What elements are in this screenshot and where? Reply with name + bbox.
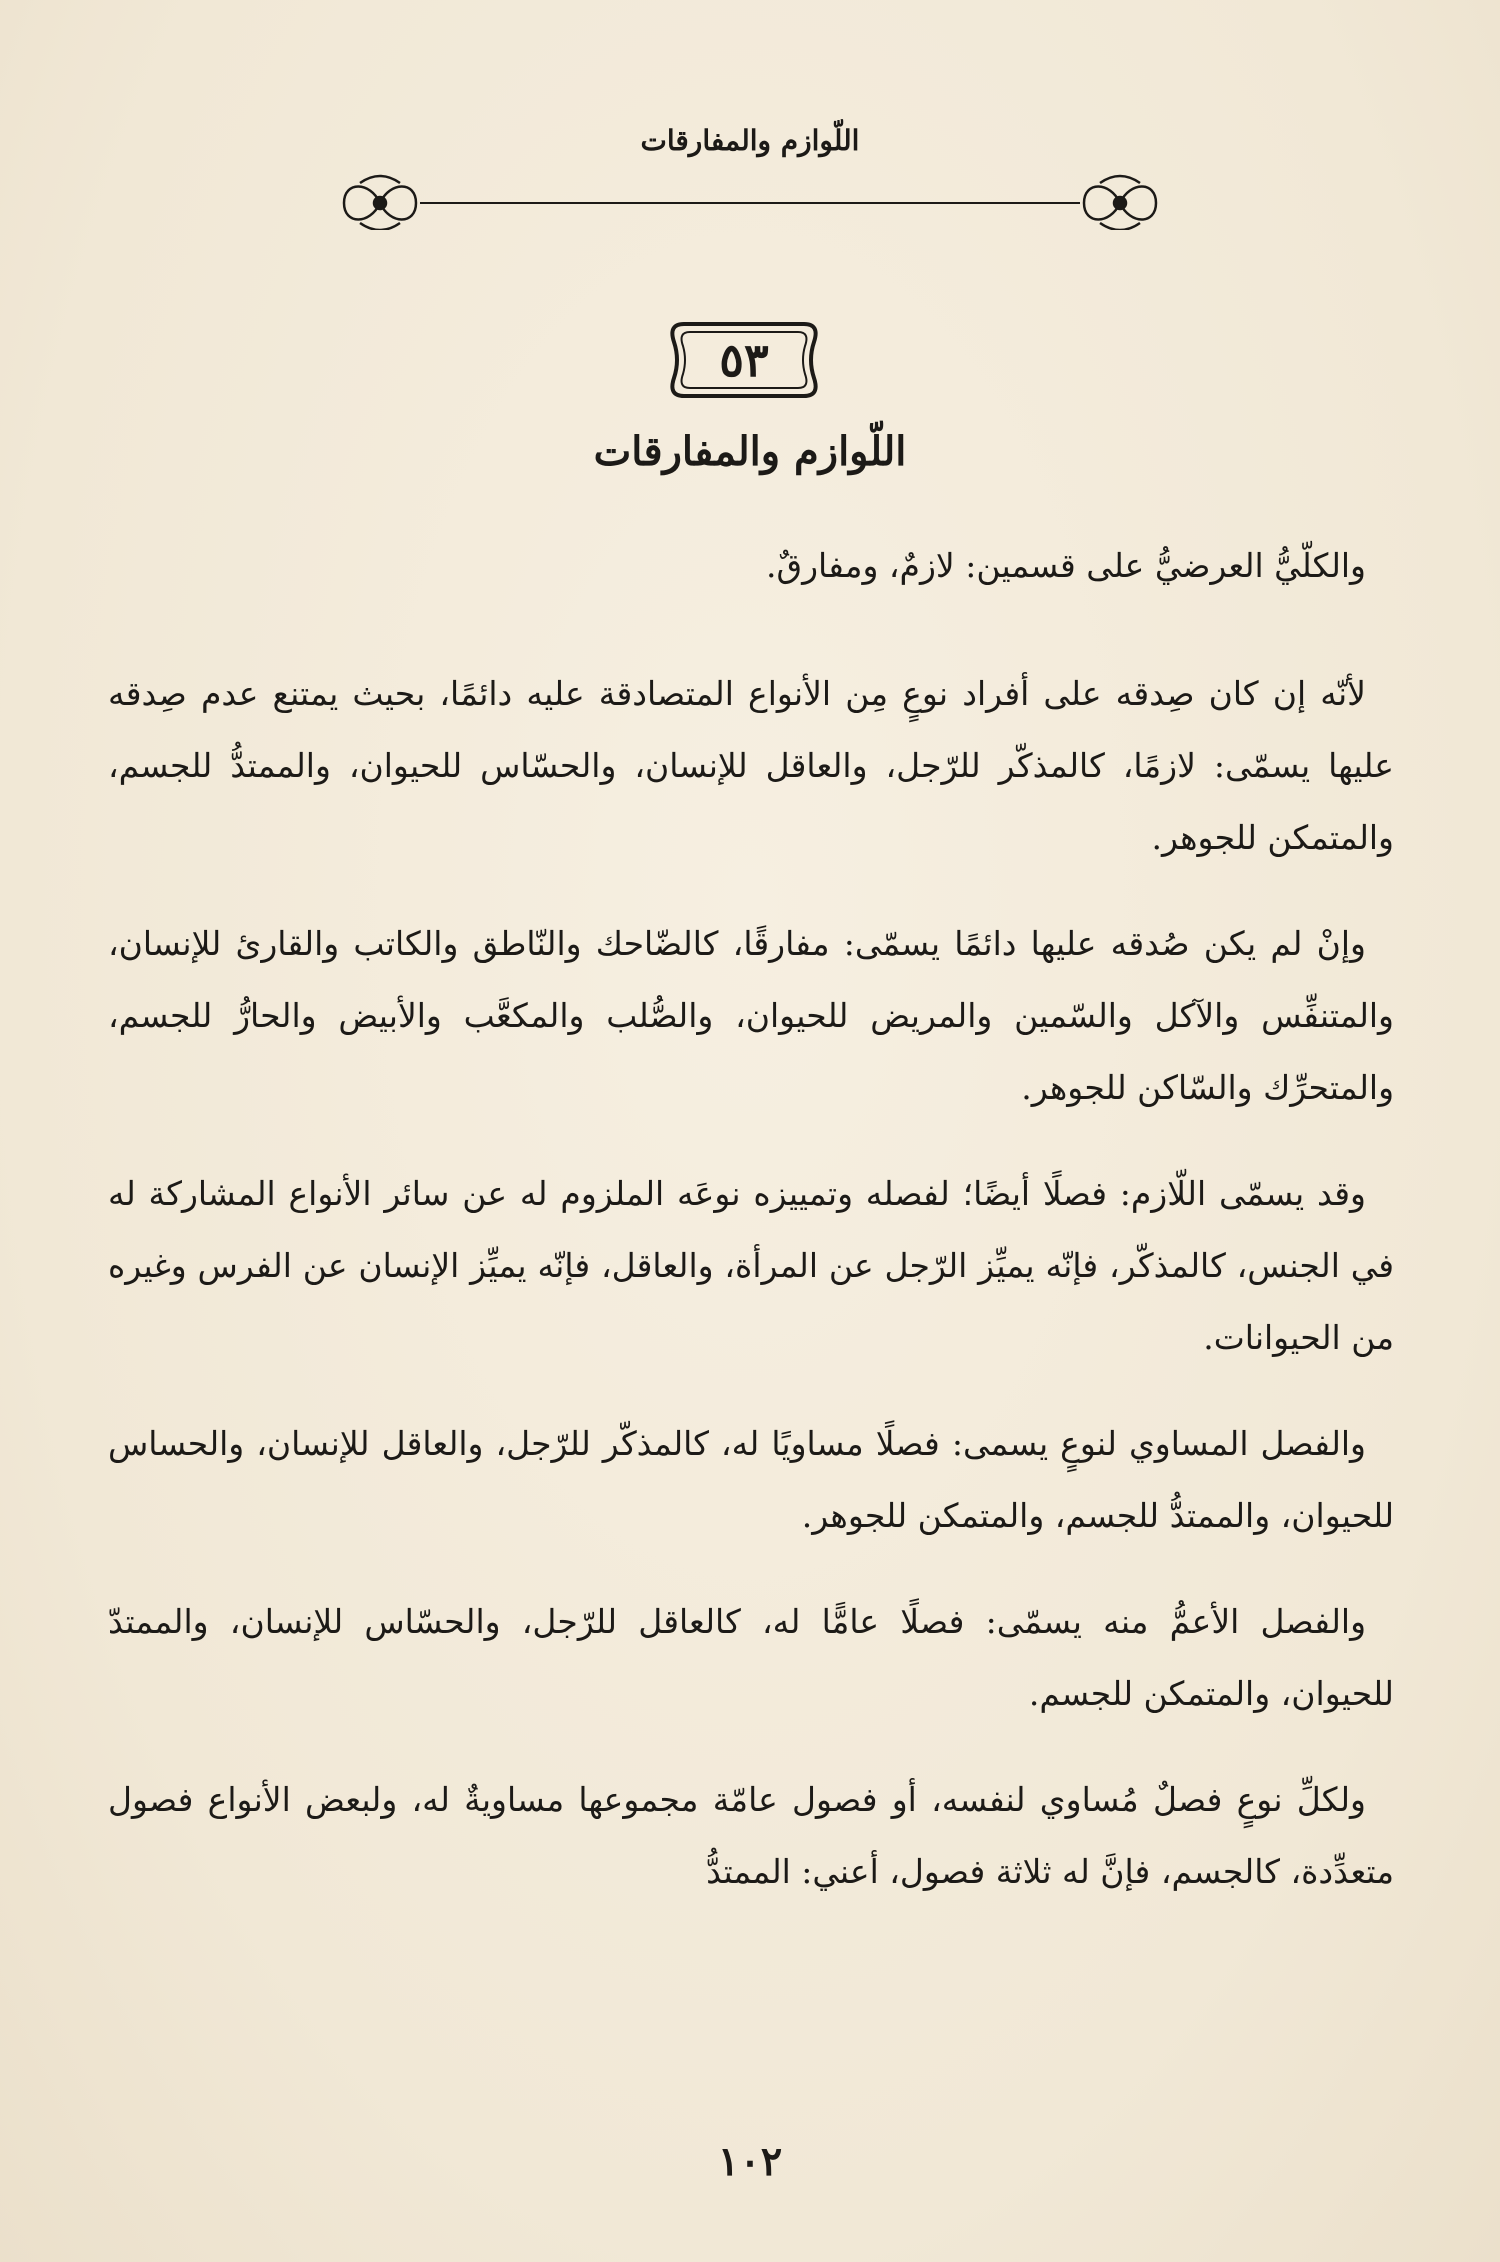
body-text: [108, 530, 1394, 1942]
paragraph: والكلّيُّ العرضيُّ على قسمين: لازمٌ، ومفارقٌ.: [766, 546, 1366, 585]
header-ornament-rule: [340, 150, 1160, 230]
paragraph: والفصل الأعمُّ منه يسمّى: فصلًا عامًّا له، كالعاقل للرّجل، والحسّاس للإنسان، والممتدّ للحيوان، والمتمكن للجسم.: [108, 1602, 1394, 1713]
running-header: اللّوازم والمفارقات: [640, 124, 860, 157]
right-ornament-icon: [1084, 176, 1156, 230]
paragraph: لأنّه إن كان صِدقه على أفراد نوعٍ مِن الأنواع المتصادقة عليه دائمًا، بحيث يمتنع عدم صِدقه عليها يسمّى: لازمًا، كالمذكّر للرّجل، والعاقل للإنسان، والحسّاس للحيوان، والممتدُّ للجسم، والمتمكن للجوهر.: [108, 674, 1394, 857]
chapter-title: اللّوازم والمفارقات: [593, 428, 907, 475]
chapter-number: ٥٣: [719, 333, 769, 387]
paragraph: وقد يسمّى اللّازم: فصلًا أيضًا؛ لفصله وتمييزه نوعَه الملزوم له عن سائر الأنواع المشاركة له في الجنس، كالمذكّر، فإنّه يميِّز الرّجل عن المرأة، والعاقل، فإنّه يميِّز الإنسان عن الفرس وغيره من الحيوانات.: [108, 1174, 1394, 1357]
paragraph: وإنْ لم يكن صُدقه عليها دائمًا يسمّى: مفارقًا، كالضّاحك والنّاطق والكاتب والقارئ للإنسان، والمتنفِّس والآكل والسّمين والمريض للحيوان، والصُّلب والمكعَّب والأبيض والحارُّ للجسم، والمتحرِّك والسّاكن للجوهر.: [108, 924, 1394, 1107]
paragraph: والفصل المساوي لنوعٍ يسمى: فصلًا مساويًا له، كالمذكّر للرّجل، والعاقل للإنسان، والحساس للحيوان، والممتدُّ للجسم، والمتمكن للجوهر.: [108, 1424, 1394, 1535]
paragraph: ولكلِّ نوعٍ فصلٌ مُساوي لنفسه، أو فصول عامّة مجموعها مساويةٌ له، ولبعض الأنواع فصول متعدِّدة، كالجسم، فإنَّ له ثلاثة فصول، أعني: الممتدُّ: [108, 1780, 1394, 1891]
left-ornament-icon: [344, 176, 416, 230]
page-number: ١٠٢: [717, 2138, 783, 2185]
